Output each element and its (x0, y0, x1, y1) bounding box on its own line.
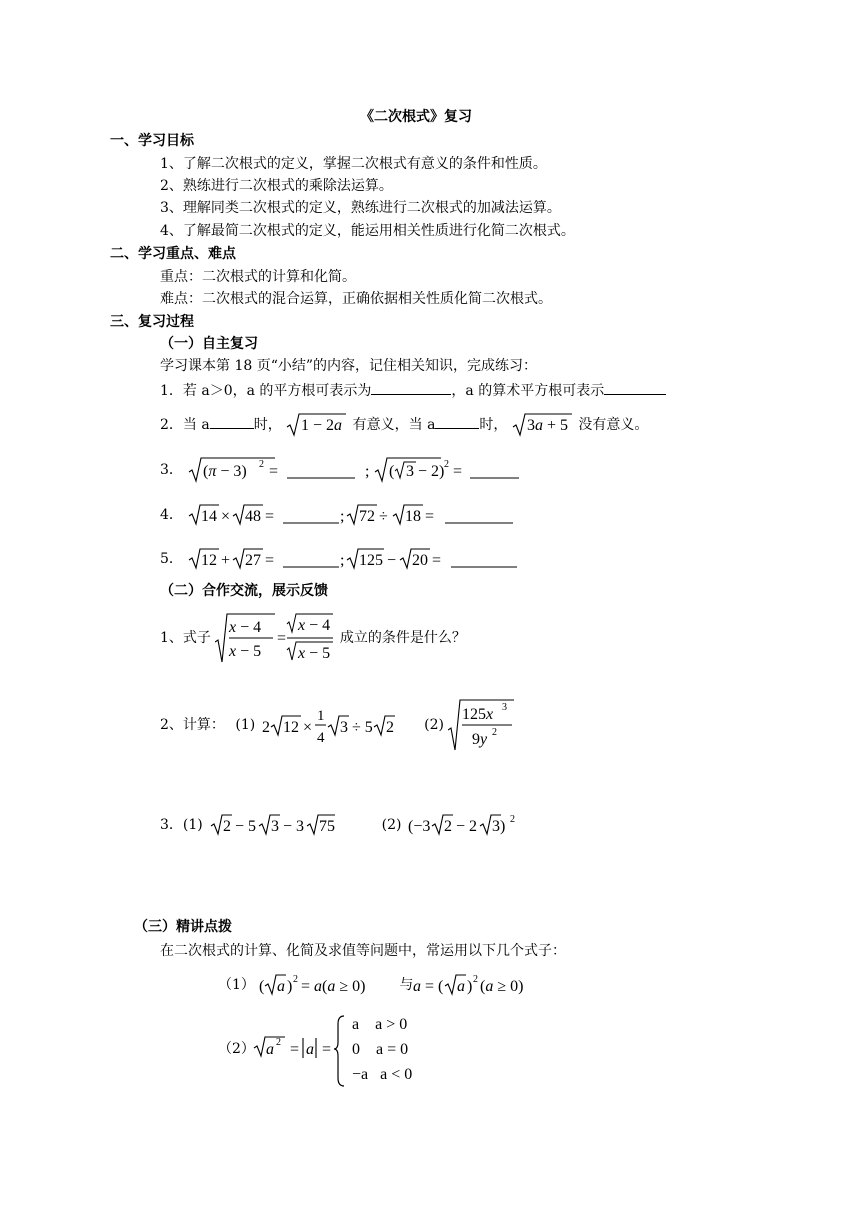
svg-text:): ) (287, 978, 293, 995)
svg-text:x − 4: x − 4 (298, 617, 331, 634)
exercise-2-text-e: 没有意义。 (578, 417, 649, 433)
formula-1-right (413, 972, 543, 998)
svg-text:x − 5: x − 5 (229, 643, 262, 660)
cooperation-question-3-label: 3． (160, 817, 183, 833)
subsection-heading-cooperation: （二）合作交流，展示反馈 (160, 583, 328, 599)
subsection-heading-self-review: （一）自主复习 (160, 336, 258, 352)
formula-1-label: （1） (218, 977, 255, 993)
sqrt-expression (286, 412, 348, 438)
svg-text:3 − 3: 3 − 3 (271, 818, 305, 835)
svg-text:2: 2 (509, 814, 515, 825)
case-positive: a a > 0 (352, 1016, 408, 1033)
calc-expression-4 (406, 812, 526, 838)
answer-blank[interactable] (210, 414, 254, 429)
svg-text:3a + 5: 3a + 5 (526, 417, 568, 434)
svg-text:48 =: 48 = (245, 508, 275, 525)
svg-text:): ) (467, 978, 473, 995)
svg-text:2: 2 (259, 459, 265, 470)
section-heading-keypoints: 二、学习重点、难点 (110, 246, 236, 262)
subsection-heading-explanation: （三）精讲点拨 (134, 919, 232, 935)
svg-text:2 − 2: 2 − 2 (443, 818, 477, 835)
explanation-intro: 在二次根式的计算、化简及求值等问题中，常运用以下几个式子： (160, 943, 566, 959)
svg-text:2: 2 (276, 1037, 281, 1048)
exercise-3-formula (187, 456, 522, 484)
section-heading-process: 三、复习过程 (110, 314, 194, 330)
svg-text:75: 75 (319, 818, 336, 835)
svg-text:(−3: (−3 (407, 818, 431, 835)
exercise-4 (160, 502, 517, 528)
page-title: 《二次根式》复习 (360, 109, 472, 125)
svg-text:=: = (269, 463, 279, 480)
svg-text:125x: 125x (462, 706, 494, 723)
cooperation-question-2-text: 2、计算： (160, 717, 225, 733)
answer-blank[interactable] (604, 380, 666, 395)
case-list (352, 1012, 412, 1087)
svg-text:a: a (306, 1041, 314, 1058)
formula-1-left (259, 972, 399, 998)
svg-text:2: 2 (473, 974, 479, 985)
svg-text:2 − 5: 2 − 5 (223, 818, 257, 835)
svg-text:72 ÷: 72 ÷ (359, 508, 389, 525)
exercise-4-label: 4． (160, 507, 183, 523)
svg-text:9y: 9y (472, 731, 488, 748)
difficulty-point: 难点：二次根式的混合运算，正确依据相关性质化简二次根式。 (160, 291, 552, 307)
svg-text:12 +: 12 + (201, 552, 231, 569)
exercise-1-text-a: 1．若 a＞0，a 的平方根可表示为 (160, 383, 372, 399)
svg-text:x − 5: x − 5 (298, 645, 331, 662)
objective-item: 3、理解同类二次根式的定义，熟练进行二次根式的加减法运算。 (160, 200, 561, 216)
svg-text:20 =: 20 = (412, 552, 442, 569)
svg-text:= a(a ≥ 0): = a(a ≥ 0) (301, 978, 366, 995)
formula-1 (218, 972, 543, 998)
fraction-equation (215, 612, 335, 664)
svg-text:=: = (322, 1041, 332, 1058)
svg-text:(π − 3): (π − 3) (203, 463, 248, 480)
svg-text:=: = (277, 630, 287, 647)
svg-text:(: ( (389, 463, 395, 480)
cooperation-question-2-num2: (2) (424, 717, 444, 733)
svg-text:a = (: a = ( (413, 978, 444, 995)
svg-text:2: 2 (261, 719, 270, 736)
svg-text:x − 4: x − 4 (229, 619, 262, 636)
svg-text:1 − 2a: 1 − 2a (301, 417, 343, 434)
calc-expression-3 (207, 812, 337, 838)
svg-text:14 ×: 14 × (201, 508, 231, 525)
cooperation-question-3 (160, 812, 526, 838)
exercise-1 (160, 380, 666, 400)
svg-text:(a ≥ 0): (a ≥ 0) (480, 978, 524, 995)
svg-text:12 ×: 12 × (282, 719, 312, 736)
svg-text:2: 2 (293, 974, 299, 985)
key-point: 重点：二次根式的计算和化简。 (160, 269, 356, 285)
svg-text:3 − 2): 3 − 2) (406, 463, 445, 480)
section-heading-objectives: 一、学习目标 (110, 133, 194, 149)
exercise-1-text-b: ，a 的算术平方根可表示 (451, 383, 605, 399)
svg-text:125 −: 125 − (359, 552, 397, 569)
svg-text:;: ; (365, 463, 370, 480)
cooperation-question-3-num1: (1) (182, 817, 203, 833)
cooperation-question-1-text-a: 1、式子 (160, 630, 211, 646)
exercise-2 (160, 412, 648, 438)
case-zero: 0 a = 0 (352, 1041, 409, 1058)
answer-blank[interactable] (435, 414, 479, 429)
objective-item: 1、了解二次根式的定义，掌握二次根式有意义的条件和性质。 (160, 156, 547, 172)
formula-1-connector: 与 (399, 977, 414, 993)
objective-item: 4、了解最简二次根式的定义，能运用相关性质进行化简二次根式。 (160, 223, 575, 239)
svg-text:2: 2 (444, 459, 450, 470)
svg-text:2: 2 (492, 727, 498, 738)
cooperation-question-2-num1: (1) (235, 717, 256, 733)
self-review-intro: 学习课本第 18 页“小结”的内容，记住相关知识，完成练习： (160, 358, 538, 374)
exercise-3-label: 3． (160, 462, 183, 478)
svg-text:2: 2 (385, 719, 394, 736)
calc-expression-1 (260, 700, 400, 750)
exercise-2-text-c: 有意义，当 a (352, 417, 436, 433)
exercise-2-text-b: 时， (253, 417, 282, 433)
cooperation-question-1 (160, 612, 466, 664)
svg-text:=: = (453, 463, 463, 480)
svg-text:3 ÷ 5: 3 ÷ 5 (339, 719, 373, 736)
svg-text:;: ; (340, 508, 345, 525)
exercise-2-text-a: 2．当 a (160, 417, 210, 433)
svg-text:27 =: 27 = (245, 552, 275, 569)
exercise-2-text-d: 时， (479, 417, 508, 433)
sqrt-expression (512, 412, 574, 438)
formula-2-label: （2） (218, 1041, 255, 1057)
svg-text:4: 4 (316, 730, 325, 746)
cooperation-question-2 (160, 698, 518, 752)
svg-text:(: ( (259, 978, 265, 995)
svg-text:18 =: 18 = (405, 508, 435, 525)
answer-blank[interactable] (371, 380, 451, 395)
objective-item: 2、熟练进行二次根式的乘除法运算。 (160, 178, 393, 194)
exercise-5 (160, 546, 522, 572)
exercise-4-formula (187, 502, 517, 528)
exercise-5-label: 5． (160, 551, 183, 567)
exercise-5-formula (187, 546, 522, 572)
cooperation-question-1-text-b: 成立的条件是什么？ (339, 630, 466, 646)
svg-text:=: = (290, 1041, 300, 1058)
svg-text:a: a (277, 978, 286, 995)
svg-text:;: ; (340, 552, 345, 569)
case-negative: −a a < 0 (352, 1066, 413, 1083)
calc-expression-2 (448, 698, 518, 752)
svg-text:1: 1 (316, 708, 325, 724)
cooperation-question-3-num2: (2) (381, 817, 402, 833)
svg-text:3: 3 (502, 702, 508, 713)
svg-text:3): 3) (491, 818, 506, 835)
svg-text:a: a (457, 978, 466, 995)
exercise-3 (160, 456, 522, 484)
svg-text:a: a (266, 1041, 274, 1058)
